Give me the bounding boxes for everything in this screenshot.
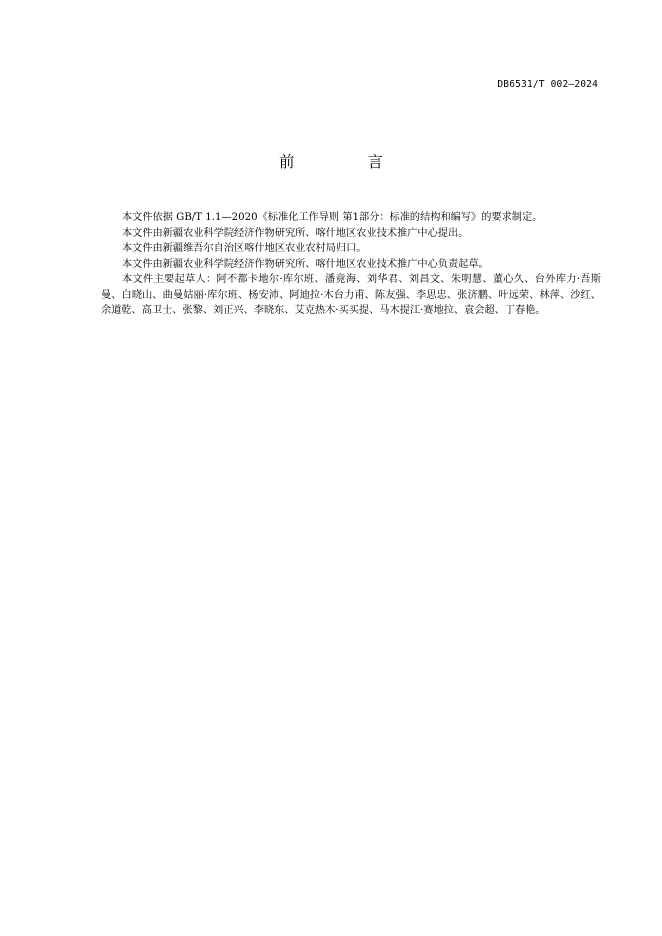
document-code: DB6531/T 002—2024 [497, 79, 598, 90]
section-title-foreword: 前 言 [279, 153, 417, 171]
paragraph-basis: 本文件依据 GB/T 1.1—2020《标准化工作导则 第1部分：标准的结构和编写》的要求制定。 [122, 212, 543, 223]
paragraph-administrator: 本文件由新疆维吾尔自治区喀什地区农业农村局归口。 [122, 243, 367, 254]
paragraph-drafters: 本文件主要起草人：阿不都卡地尔·库尔班、潘竟海、刘华君、刘昌文、朱明慧、董心久、台外库力·吾斯曼、白晓山、曲曼姑丽·库尔班、杨安沛、阿迪拉·木台力甫、陈友强、李思忠、张济鹏、叶远荣、林萍、沙红、余道乾、高卫士、张黎、刘正兴、李晓东、艾克热木·买买提、马木提江·赛地拉、袁会超、丁春艳。 [101, 274, 601, 316]
paragraph-proposer: 本文件由新疆农业科学院经济作物研究所、喀什地区农业技术推广中心提出。 [122, 227, 469, 239]
foreword-body [101, 210, 601, 319]
paragraph-drafting-units: 本文件由新疆农业科学院经济作物研究所、喀什地区农业技术推广中心负责起草。 [122, 258, 489, 270]
